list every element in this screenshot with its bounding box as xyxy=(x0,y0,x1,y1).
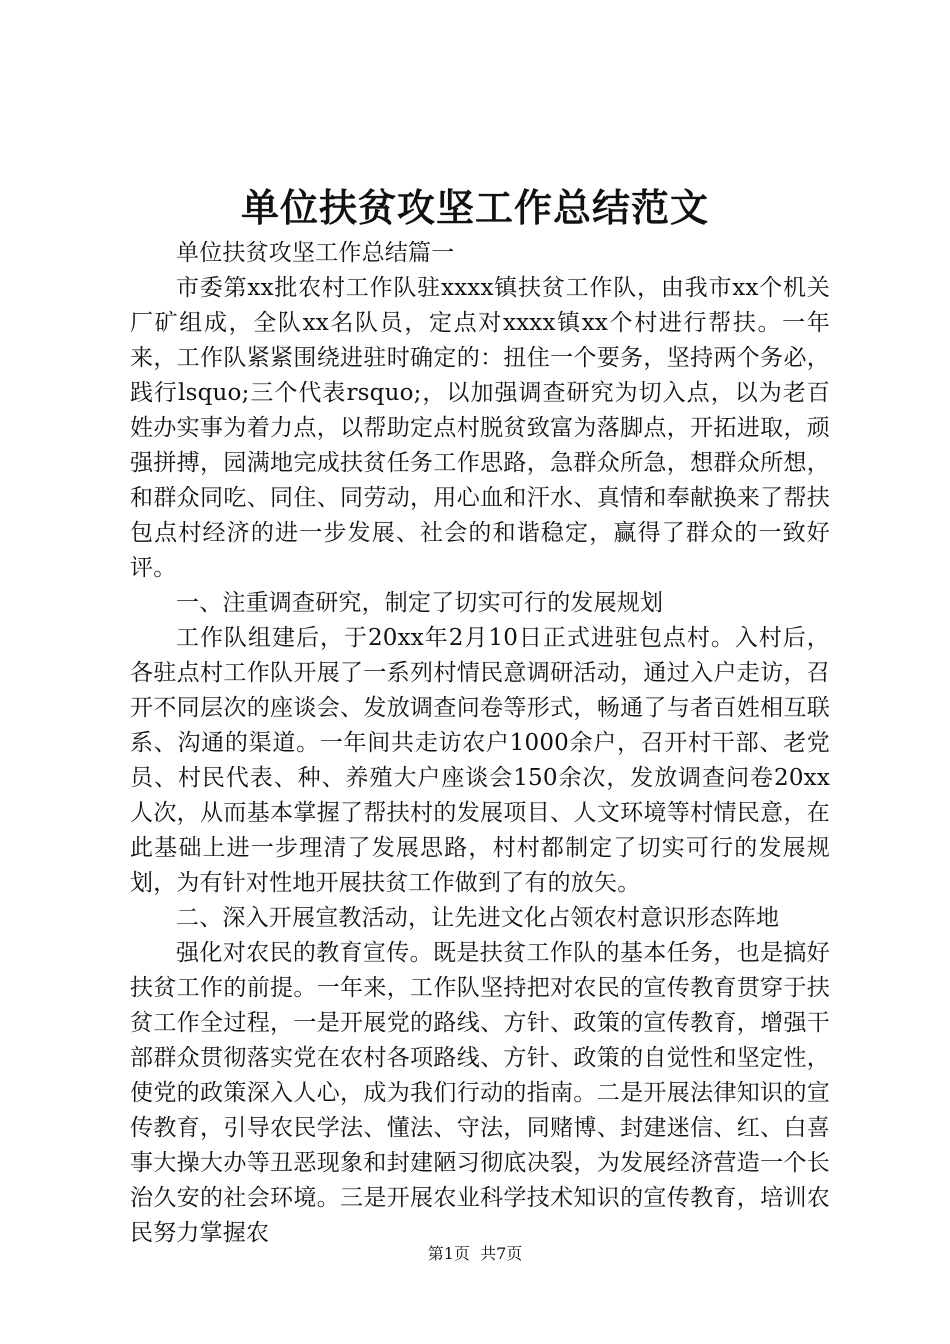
body-paragraph: 市委第xx批农村工作队驻xxxx镇扶贫工作队，由我市xx个机关厂矿组成，全队xx名队员，定点对xxxx镇xx个村进行帮扶。一年来，工作队紧紧围绕进驻时确定的：扭住一个要务，坚持两个务必，践行lsquo;三个代表rsquo;，以加强调查研究为切入点，以为老百姓办实事为着力点，以帮助定点村脱贫致富为落脚点，开拓进取，顽强拼搏，园满地完成扶贫任务工作思路，急群众所急，想群众所想，和群众同吃、同住、同劳动，用心血和汗水、真情和奉献换来了帮扶包点村经济的进一步发展、社会的和谐稳定，赢得了群众的一致好评。 xyxy=(130,275,830,581)
page-footer xyxy=(0,1243,950,1265)
body-paragraph: 强化对农民的教育宣传。既是扶贫工作队的基本任务，也是搞好扶贫工作的前提。一年来，工作队坚持把对农民的宣传教育贯穿于扶贫工作全过程，一是开展党的路线、方针、政策的宣传教育，增强干部群众贯彻落实党在农村各项路线、方针、政策的自觉性和坚定性，使党的政策深入人心，成为我们行动的指南。二是开展法律知识的宣传教育，引导农民学法、懂法、守法，同赌博、封建迷信、红、白喜事大操大办等丑恶现象和封建陋习彻底决裂，为发展经济营造一个长治久安的社会环境。三是开展农业科学技术知识的宣传教育，培训农民努力掌握农 xyxy=(130,940,830,1246)
document-title: 单位扶贫攻坚工作总结范文 xyxy=(240,185,709,230)
section-heading: 单位扶贫攻坚工作总结篇一 xyxy=(176,240,455,266)
body-paragraph: 工作队组建后，于20xx年2月10日正式进驻包点村。入村后，各驻点村工作队开展了一系列村情民意调研活动，通过入户走访，召开不同层次的座谈会、发放调查问卷等形式，畅通了与者百姓相互联系、沟通的渠道。一年间共走访农户1000余户，召开村干部、老党员、村民代表、种、养殖大户座谈会150余次，发放调查问卷20xx人次，从而基本掌握了帮扶村的发展项目、人文环境等村情民意，在此基础上进一步理清了发展思路，村村都制定了切实可行的发展规划，为有针对性地开展扶贫工作做到了有的放矢。 xyxy=(130,625,830,896)
section-heading: 二、深入开展宣教活动，让先进文化占领农村意识形态阵地 xyxy=(176,905,780,931)
section-heading: 一、注重调查研究，制定了切实可行的发展规划 xyxy=(176,590,664,616)
page-number: 第1页 共7页 xyxy=(427,1244,523,1263)
document-body xyxy=(130,236,830,1251)
